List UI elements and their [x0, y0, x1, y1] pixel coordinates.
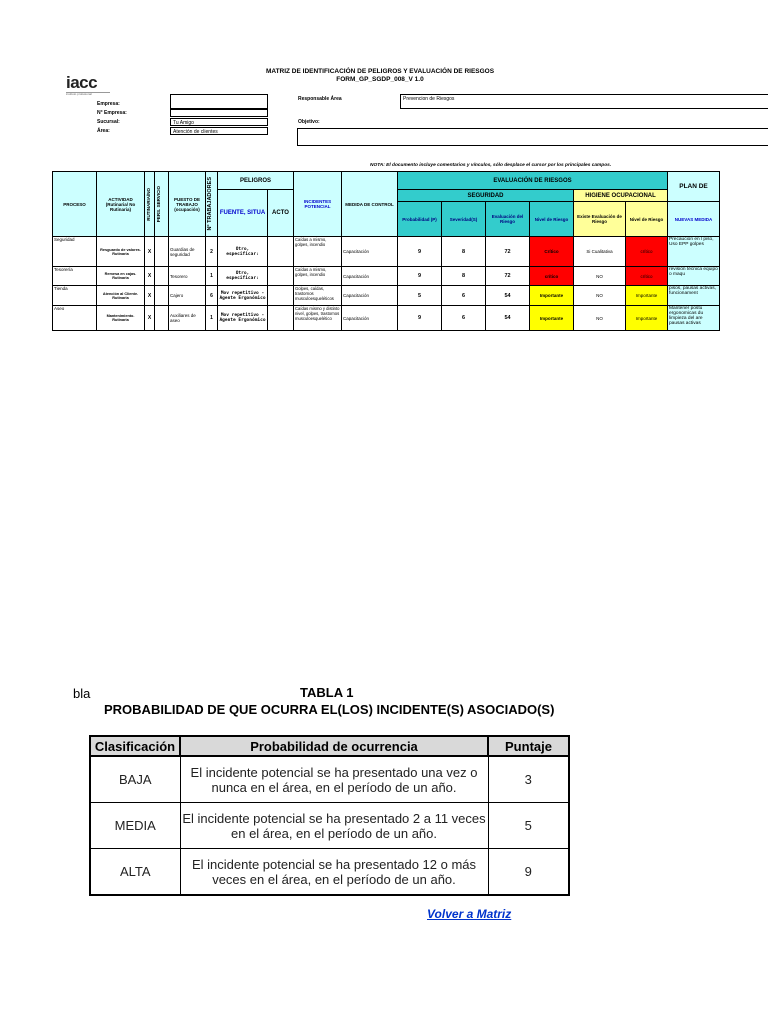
nivel-riesgo-cell: Importante: [530, 286, 574, 306]
puesto-cell: Guardias de seguridad: [169, 237, 206, 267]
area-field[interactable]: Atención de clientes: [170, 127, 268, 135]
header-existe-evaluacion: Existe Evaluación de Riesgo: [574, 202, 626, 237]
trabajadores-cell: 1: [206, 267, 218, 286]
evaluacion-cell: 54: [486, 286, 530, 306]
header-severidad: Severidad(S): [442, 202, 486, 237]
existe-evaluacion-cell: Si Cualitativa: [574, 237, 626, 267]
medida-cell: Capacitación: [342, 267, 398, 286]
header-nivel-riesgo-2: Nivel de Riesgo: [626, 202, 668, 237]
area-label: Área:: [97, 128, 110, 134]
title-line1: MATRIZ DE IDENTIFICACIÓN DE PELIGROS Y EVALUACIÓN DE RIESGOS: [265, 68, 495, 75]
rutinaria-cell: X: [145, 237, 155, 267]
nivel-riesgo-cell: Importante: [530, 306, 574, 331]
acto-cell: [268, 286, 294, 306]
plan-cell: Mantener postu ergonomicas du limpieza del are pausas activas: [668, 306, 720, 331]
descripcion-cell: El incidente potencial se ha presentado una vez o nunca en el área, en el período de un año.: [180, 756, 488, 803]
table-row: [53, 286, 720, 306]
nivel-riesgo-2-cell: crítico: [626, 267, 668, 286]
proceso-cell: Tesorería: [53, 267, 97, 286]
proceso-cell: Aseo: [53, 306, 97, 331]
header-evaluacion-riesgo: Evaluación del Riesgo: [486, 202, 530, 237]
nivel-riesgo-cell: Crítico: [530, 237, 574, 267]
nempresa-field[interactable]: [170, 109, 268, 117]
header-actividad: ACTIVIDAD (Rutinaria/ No Rutinaria): [97, 172, 145, 237]
severidad-cell: 6: [442, 286, 486, 306]
medida-cell: Capacitación: [342, 286, 398, 306]
title-line2: FORM_GP_SGDP_008_V 1.0: [336, 76, 424, 83]
descripcion-cell: El incidente potencial se ha presentado 12 o más veces en el área, en el período de un año.: [180, 849, 488, 896]
puesto-cell: Auxiliares de aseo: [169, 306, 206, 331]
severidad-cell: 6: [442, 306, 486, 331]
fuente-cell: Otro, especificar:: [218, 237, 268, 267]
table-row: [90, 849, 569, 896]
empresa-label: Empresa:: [97, 101, 120, 107]
col-puntaje: Puntaje: [488, 736, 569, 756]
tabla1-subtitle: PROBABILIDAD DE QUE OCURRA EL(LOS) INCIDENTE(S) ASOCIADO(S): [104, 702, 555, 717]
nivel-riesgo-2-cell: Importante: [626, 306, 668, 331]
header-nuevas-medidas: NUEVAS MEDIDA: [668, 202, 720, 237]
objetivo-label: Objetivo:: [298, 119, 320, 125]
rutinaria-cell: X: [145, 306, 155, 331]
proceso-cell: Tienda: [53, 286, 97, 306]
existe-evaluacion-cell: NO: [574, 267, 626, 286]
severidad-cell: 8: [442, 267, 486, 286]
volver-a-matriz-link[interactable]: Volver a Matriz: [427, 907, 512, 921]
personal-cell: [155, 267, 169, 286]
plan-cell: revisión técnica equipo o maqu: [668, 267, 720, 286]
personal-cell: [155, 306, 169, 331]
header-personal: [155, 172, 169, 237]
clasificacion-cell: BAJA: [90, 756, 180, 803]
existe-evaluacion-cell: NO: [574, 286, 626, 306]
incidentes-cell: Golpes, caídas, trastornos musculoesqueléticos: [294, 286, 342, 306]
probabilidad-cell: 9: [398, 237, 442, 267]
header-probabilidad: Probabilidad (P): [398, 202, 442, 237]
trabajadores-cell: 1: [206, 306, 218, 331]
header-peligros: PELIGROS: [218, 172, 294, 190]
personal-cell: [155, 286, 169, 306]
actividad-cell: Remesa en cajas. Rutinaria: [97, 267, 145, 286]
personal-cell: [155, 237, 169, 267]
probabilidad-cell: 9: [398, 267, 442, 286]
responsable-label: Responsable Área: [298, 96, 342, 102]
fuente-cell: Mov repetitivo - Agente Ergonómico: [218, 306, 268, 331]
nivel-riesgo-cell: crítico: [530, 267, 574, 286]
tabla1-title: TABLA 1: [300, 685, 354, 700]
incidentes-cell: Caídas a mismo, golpes, incendio: [294, 267, 342, 286]
actividad-cell: Atención al Cliente. Rutinaria: [97, 286, 145, 306]
trabajadores-cell: 2: [206, 237, 218, 267]
probabilidad-cell: 5: [398, 286, 442, 306]
sucursal-field[interactable]: Tu Amigo: [170, 118, 268, 126]
col-probabilidad: Probabilidad de ocurrencia: [180, 736, 488, 756]
evaluacion-cell: 72: [486, 237, 530, 267]
evaluacion-cell: 54: [486, 306, 530, 331]
responsable-field[interactable]: Prevencion de Riesgos: [400, 94, 768, 109]
header-rutinaria-text: RUTINARIA/NO: [146, 187, 151, 221]
objetivo-field[interactable]: [297, 128, 768, 146]
sucursal-label: Sucursal:: [97, 119, 120, 125]
header-seguridad: SEGURIDAD: [398, 190, 574, 202]
puntaje-cell: 5: [488, 803, 569, 849]
table-row: [90, 803, 569, 849]
proceso-cell: Seguridad: [53, 237, 97, 267]
col-clasificacion: Clasificación: [90, 736, 180, 756]
logo-text: iacc: [66, 73, 98, 92]
descripcion-cell: El incidente potencial se ha presentado 2 a 11 veces en el área, en el período de un año.: [180, 803, 488, 849]
trabajadores-cell: 6: [206, 286, 218, 306]
evaluacion-cell: 72: [486, 267, 530, 286]
nivel-riesgo-2-cell: Importante: [626, 286, 668, 306]
nota-text: NOTA: El documento incluye comentarios y vínculos, sólo desplace el cursor por los principales campos.: [370, 163, 612, 168]
probabilidad-cell: 9: [398, 306, 442, 331]
logo-subtitle: instituto profesional: [66, 92, 110, 96]
incidentes-cell: Caídas a mismo, golpes, incendio: [294, 237, 342, 267]
risk-matrix-table: [52, 171, 720, 331]
fuente-cell: Mov repetitivo - Agente Ergonómico: [218, 286, 268, 306]
medida-cell: Capacitación: [342, 306, 398, 331]
table-row: [53, 306, 720, 331]
nempresa-label: N° Empresa:: [97, 110, 127, 116]
existe-evaluacion-cell: NO: [574, 306, 626, 331]
acto-cell: [268, 267, 294, 286]
table-row: [53, 267, 720, 286]
table-row: [53, 237, 720, 267]
header-higiene: HIGIENE OCUPACIONAL: [574, 190, 668, 202]
header-proceso: PROCESO: [53, 172, 97, 237]
severidad-cell: 8: [442, 237, 486, 267]
plan-cell: pisos, pausas activas, funcionament: [668, 286, 720, 306]
header-acto: ACTO: [268, 190, 294, 237]
puntaje-cell: 9: [488, 849, 569, 896]
rutinaria-cell: X: [145, 286, 155, 306]
header-incidentes: INCIDENTES POTENCIAL: [294, 172, 342, 237]
medida-cell: Capacitación: [342, 237, 398, 267]
header-trabajadores: [206, 172, 218, 237]
table-row: [90, 756, 569, 803]
empresa-field[interactable]: [170, 94, 268, 109]
rutinaria-cell: X: [145, 267, 155, 286]
actividad-cell: Mantenimiento. Rutinaria: [97, 306, 145, 331]
plan-cell: Precaucion en l piso, Uso EPP golpes: [668, 237, 720, 267]
bla-text: bla: [73, 686, 91, 701]
puntaje-cell: 3: [488, 756, 569, 803]
header-evaluacion: EVALUACIÓN DE RIESGOS: [398, 172, 668, 190]
acto-cell: [268, 306, 294, 331]
header-puesto: PUESTO DE TRABAJO (ocupación): [169, 172, 206, 237]
header-fuente: FUENTE, SITUA: [218, 190, 268, 237]
incidentes-cell: Caídas mismo y distinto nivel, golpes, trastornos musculoesquelético: [294, 306, 342, 331]
header-nivel-riesgo: Nivel de Riesgo: [530, 202, 574, 237]
iacc-logo: [66, 74, 110, 94]
header-personal-text: PERS. SERVICIO: [156, 185, 161, 223]
acto-cell: [268, 237, 294, 267]
header-rutinaria: [145, 172, 155, 237]
clasificacion-cell: MEDIA: [90, 803, 180, 849]
probability-table: [89, 735, 570, 896]
puesto-cell: Cajero: [169, 286, 206, 306]
fuente-cell: Otro, especificar:: [218, 267, 268, 286]
clasificacion-cell: ALTA: [90, 849, 180, 896]
document-title: [230, 68, 530, 84]
header-plan: PLAN DE: [668, 172, 720, 202]
actividad-cell: Resguardo de valores. Rutinaria: [97, 237, 145, 267]
header-medida: MEDIDA DE CONTROL: [342, 172, 398, 237]
header-trabajadores-text: N° TRABAJADORES: [207, 177, 213, 231]
nivel-riesgo-2-cell: crítico: [626, 237, 668, 267]
puesto-cell: Tesorero: [169, 267, 206, 286]
